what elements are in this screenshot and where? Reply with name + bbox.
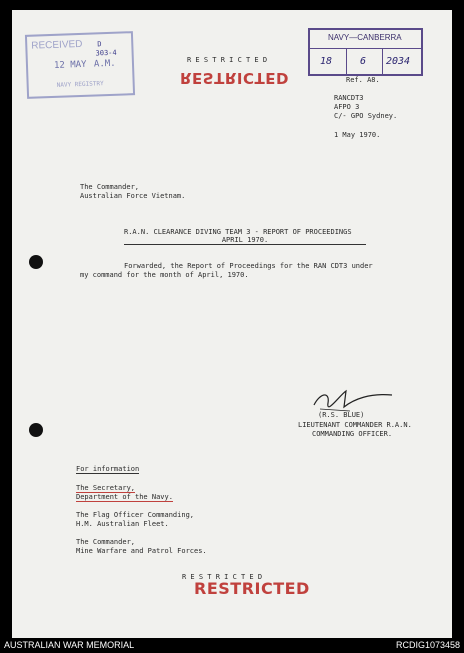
punch-hole [29,423,43,437]
body-line: Forwarded, the Report of Proceedings for the RAN CDT3 under [124,262,373,270]
body-line: my command for the month of April, 1970. [80,271,249,279]
footer-record-id: RCDIG1073458 [395,640,460,650]
footer-institution: AUSTRALIAN WAR MEMORIAL [4,640,135,650]
unit-code: RANCDT3 [334,94,364,102]
signatory-title: COMMANDING OFFICER. [312,430,393,438]
navy-stamp-cell: 18 [320,56,333,67]
distribution-item-line: The Flag Officer Commanding, [76,511,195,519]
distribution-item-line: Department of the Navy. [76,493,173,501]
punch-hole [29,255,43,269]
received-time: A.M. [93,58,116,70]
restricted-typed-bottom: R E S T R I C T E D [182,573,263,581]
address-line: C/- GPO Sydney. [334,112,398,120]
received-handwritten-number: 303-4 [95,48,117,58]
navy-stamp-cell: 6 [360,56,367,67]
signatory-rank: LIEUTENANT COMMANDER R.A.N. [298,421,412,429]
received-label: RECEIVED [31,38,83,52]
subject-line: APRIL 1970. [124,236,366,245]
reference: Ref. A8. [346,76,380,84]
received-date: 12 MAY [53,59,87,71]
subject-line: R.A.N. CLEARANCE DIVING TEAM 3 - REPORT OF PROCEEDINGS [124,228,352,236]
distribution-item-line: The Secretary, [76,484,136,492]
navy-stamp-title: NAVY—CANBERRA [328,33,402,42]
received-stamp [25,31,135,99]
afpo-line: AFPO 3 [334,103,360,111]
restricted-stamp-top: RESTRICTED [180,69,289,87]
distribution-item-line: Mine Warfare and Patrol Forces. [76,547,207,555]
restricted-typed-top: R E S T R I C T E D [187,56,268,64]
received-mark: D [97,40,102,49]
navy-canberra-stamp [308,28,423,76]
document-page [12,10,452,638]
received-registry: NAVY REGISTRY [56,80,104,89]
addressee-line: Australian Force Vietnam. [80,192,186,200]
addressee-line: The Commander, [80,183,140,191]
distribution-item-line: The Commander, [76,538,136,546]
letter-date: 1 May 1970. [334,131,381,139]
restricted-stamp-bottom: RESTRICTED [194,579,310,598]
distribution-heading: For information [76,465,140,473]
navy-stamp-cell: 2034 [386,56,411,67]
signatory-name: (R.S. BLUE) [318,411,365,419]
distribution-item-line: H.M. Australian Fleet. [76,520,169,528]
